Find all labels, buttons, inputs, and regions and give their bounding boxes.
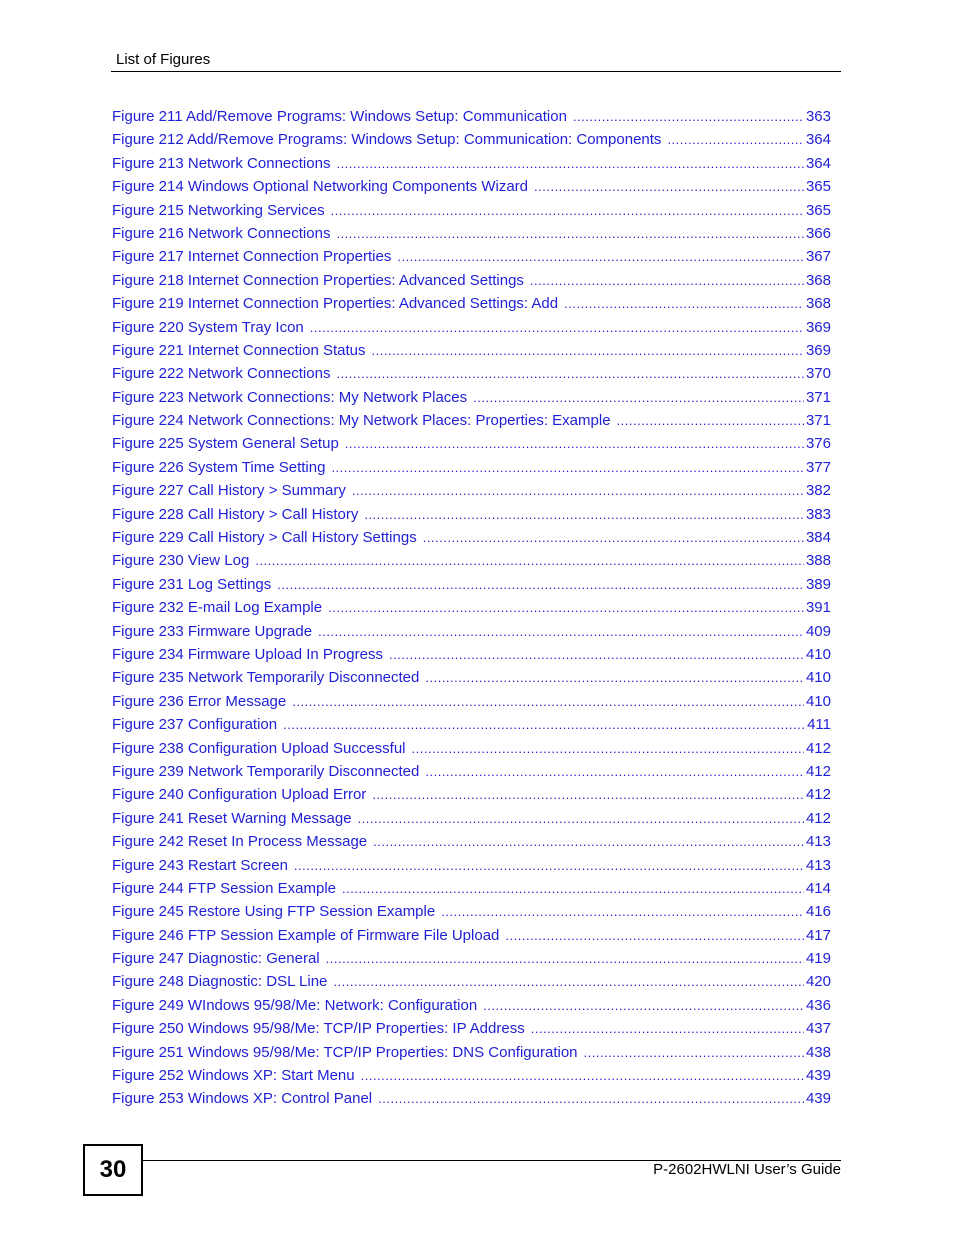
toc-dot-leader — [326, 947, 804, 970]
toc-entry-label: Figure 249 WIndows 95/98/Me: Network: Configuration — [112, 996, 478, 1014]
toc-entry-page-number: 369 — [805, 318, 831, 336]
toc-entry-label: Figure 246 FTP Session Example of Firmware File Upload — [112, 926, 500, 944]
toc-entry-page-number: 411 — [807, 716, 831, 734]
toc-dot-leader — [667, 128, 804, 151]
toc-entry-label: Figure 223 Network Connections: My Network Places — [112, 388, 468, 406]
toc-dot-leader — [373, 830, 804, 853]
toc-dot-leader — [425, 760, 804, 783]
toc-entry-page-number: 365 — [805, 178, 831, 196]
toc-dot-leader — [378, 1087, 804, 1110]
header-divider — [111, 71, 841, 72]
toc-entry[interactable] — [112, 643, 831, 666]
toc-entry-page-number: 365 — [805, 201, 831, 219]
toc-dot-leader — [412, 737, 804, 760]
toc-entry-page-number: 388 — [805, 552, 831, 570]
toc-entry[interactable] — [112, 1087, 831, 1110]
toc-dot-leader — [534, 175, 804, 198]
toc-entry-page-number: 412 — [805, 809, 831, 827]
toc-entry[interactable] — [112, 760, 831, 783]
toc-entry[interactable] — [112, 152, 831, 175]
page-number-box — [83, 1144, 143, 1196]
toc-entry-label: Figure 248 Diagnostic: DSL Line — [112, 973, 328, 991]
toc-dot-leader — [277, 573, 804, 596]
toc-entry[interactable] — [112, 737, 831, 760]
toc-dot-leader — [310, 316, 804, 339]
toc-entry[interactable] — [112, 105, 831, 128]
toc-entry-page-number: 376 — [805, 435, 831, 453]
toc-entry[interactable] — [112, 994, 831, 1017]
toc-dot-leader — [352, 479, 804, 502]
toc-dot-leader — [342, 877, 804, 900]
toc-entry[interactable] — [112, 526, 831, 549]
toc-entry-label: Figure 243 Restart Screen — [112, 856, 288, 874]
toc-entry[interactable] — [112, 503, 831, 526]
toc-entry[interactable] — [112, 245, 831, 268]
toc-entry[interactable] — [112, 175, 831, 198]
toc-dot-leader — [483, 994, 804, 1017]
toc-entry-label: Figure 231 Log Settings — [112, 575, 272, 593]
toc-entry[interactable] — [112, 269, 831, 292]
toc-entry-label: Figure 244 FTP Session Example — [112, 879, 336, 897]
toc-entry[interactable] — [112, 783, 831, 806]
toc-entry[interactable] — [112, 970, 831, 993]
toc-entry[interactable] — [112, 596, 831, 619]
toc-entry-label: Figure 224 Network Connections: My Network Places: Properties: Example — [112, 412, 611, 430]
list-of-figures — [112, 105, 831, 1111]
toc-entry-page-number: 420 — [805, 973, 831, 991]
toc-entry-label: Figure 238 Configuration Upload Successful — [112, 739, 406, 757]
toc-dot-leader — [473, 386, 804, 409]
toc-entry-page-number: 439 — [805, 1090, 831, 1108]
toc-dot-leader — [423, 526, 804, 549]
toc-entry[interactable] — [112, 1041, 831, 1064]
toc-entry-label: Figure 253 Windows XP: Control Panel — [112, 1090, 373, 1108]
toc-dot-leader — [584, 1041, 804, 1064]
toc-entry-page-number: 417 — [805, 926, 831, 944]
toc-dot-leader — [336, 152, 804, 175]
toc-entry-label: Figure 213 Network Connections — [112, 154, 331, 172]
toc-entry[interactable] — [112, 877, 831, 900]
toc-entry-page-number: 366 — [805, 224, 831, 242]
toc-entry-page-number: 410 — [805, 692, 831, 710]
toc-dot-leader — [531, 1017, 804, 1040]
toc-entry-label: Figure 232 E-mail Log Example — [112, 599, 323, 617]
toc-entry[interactable] — [112, 199, 831, 222]
toc-entry[interactable] — [112, 924, 831, 947]
toc-entry-label: Figure 212 Add/Remove Programs: Windows Setup: Communication: Components — [112, 131, 662, 149]
toc-entry-label: Figure 215 Networking Services — [112, 201, 325, 219]
toc-entry-label: Figure 217 Internet Connection Properties — [112, 248, 392, 266]
toc-entry[interactable] — [112, 362, 831, 385]
toc-dot-leader — [333, 970, 804, 993]
toc-entry-page-number: 384 — [805, 529, 831, 547]
toc-entry-label: Figure 226 System Time Setting — [112, 458, 326, 476]
toc-entry-label: Figure 247 Diagnostic: General — [112, 950, 320, 968]
toc-dot-leader — [345, 432, 804, 455]
toc-entry[interactable] — [112, 854, 831, 877]
toc-dot-leader — [617, 409, 804, 432]
toc-dot-leader — [331, 456, 804, 479]
toc-entry-page-number: 367 — [805, 248, 831, 266]
toc-entry-page-number: 437 — [805, 1020, 831, 1038]
toc-entry-page-number: 436 — [805, 996, 831, 1014]
toc-entry-page-number: 410 — [805, 645, 831, 663]
toc-entry-label: Figure 229 Call History > Call History Settings — [112, 529, 417, 547]
toc-dot-leader — [441, 900, 804, 923]
toc-entry[interactable] — [112, 573, 831, 596]
toc-entry-page-number: 413 — [805, 833, 831, 851]
toc-entry-page-number: 413 — [805, 856, 831, 874]
toc-entry-page-number: 414 — [805, 879, 831, 897]
toc-entry-label: Figure 235 Network Temporarily Disconnected — [112, 669, 420, 687]
toc-entry-page-number: 370 — [805, 365, 831, 383]
toc-dot-leader — [372, 783, 804, 806]
toc-dot-leader — [292, 690, 804, 713]
toc-entry[interactable] — [112, 807, 831, 830]
toc-dot-leader — [530, 269, 804, 292]
toc-dot-leader — [372, 339, 804, 362]
toc-entry-page-number: 364 — [805, 131, 831, 149]
toc-entry-label: Figure 241 Reset Warning Message — [112, 809, 352, 827]
toc-entry[interactable] — [112, 713, 831, 736]
toc-entry-label: Figure 228 Call History > Call History — [112, 505, 359, 523]
toc-entry-page-number: 439 — [805, 1067, 831, 1085]
toc-entry-page-number: 369 — [805, 341, 831, 359]
toc-entry[interactable] — [112, 830, 831, 853]
toc-entry[interactable] — [112, 432, 831, 455]
toc-entry-page-number: 391 — [805, 599, 831, 617]
toc-entry-label: Figure 242 Reset In Process Message — [112, 833, 368, 851]
toc-entry-page-number: 412 — [805, 786, 831, 804]
guide-title: P-2602HWLNI User’s Guide — [653, 1161, 841, 1178]
toc-entry[interactable] — [112, 292, 831, 315]
toc-entry[interactable] — [112, 128, 831, 151]
toc-entry-label: Figure 221 Internet Connection Status — [112, 341, 366, 359]
toc-entry-page-number: 364 — [805, 154, 831, 172]
toc-entry-label: Figure 240 Configuration Upload Error — [112, 786, 367, 804]
toc-entry-label: Figure 233 Firmware Upgrade — [112, 622, 313, 640]
toc-entry-page-number: 368 — [805, 295, 831, 313]
toc-entry[interactable] — [112, 1017, 831, 1040]
toc-entry[interactable] — [112, 900, 831, 923]
toc-entry-page-number: 419 — [805, 950, 831, 968]
toc-dot-leader — [294, 854, 804, 877]
toc-entry[interactable] — [112, 409, 831, 432]
toc-dot-leader — [336, 222, 804, 245]
page-number: 30 — [99, 1156, 127, 1183]
toc-entry[interactable] — [112, 947, 831, 970]
toc-entry-page-number: 416 — [805, 903, 831, 921]
toc-dot-leader — [573, 105, 804, 128]
toc-entry-label: Figure 216 Network Connections — [112, 224, 331, 242]
toc-entry-page-number: 382 — [805, 482, 831, 500]
toc-dot-leader — [358, 807, 804, 830]
toc-entry-label: Figure 211 Add/Remove Programs: Windows Setup: Communication — [112, 108, 567, 125]
toc-entry-label: Figure 239 Network Temporarily Disconnected — [112, 762, 420, 780]
toc-entry-label: Figure 220 System Tray Icon — [112, 318, 304, 336]
toc-dot-leader — [397, 245, 804, 268]
toc-dot-leader — [389, 643, 804, 666]
toc-entry-label: Figure 234 Firmware Upload In Progress — [112, 645, 383, 663]
toc-entry-page-number: 389 — [805, 575, 831, 593]
toc-entry-label: Figure 230 View Log — [112, 552, 250, 570]
toc-entry-page-number: 412 — [805, 739, 831, 757]
toc-dot-leader — [505, 924, 804, 947]
toc-dot-leader — [255, 549, 804, 572]
toc-entry-page-number: 368 — [805, 271, 831, 289]
toc-entry-label: Figure 219 Internet Connection Properties: Advanced Settings: Add — [112, 295, 559, 313]
toc-entry-page-number: 383 — [805, 505, 831, 523]
toc-entry-page-number: 410 — [805, 669, 831, 687]
toc-entry-label: Figure 251 Windows 95/98/Me: TCP/IP Properties: DNS Configuration — [112, 1043, 578, 1061]
toc-entry[interactable] — [112, 386, 831, 409]
toc-entry-page-number: 371 — [805, 388, 831, 406]
toc-entry[interactable] — [112, 549, 831, 572]
toc-entry-label: Figure 236 Error Message — [112, 692, 287, 710]
toc-entry-page-number: 377 — [805, 458, 831, 476]
toc-entry-page-number: 438 — [805, 1043, 831, 1061]
section-title: List of Figures — [116, 51, 211, 68]
toc-entry-label: Figure 250 Windows 95/98/Me: TCP/IP Properties: IP Address — [112, 1020, 525, 1038]
toc-entry-label: Figure 218 Internet Connection Properties: Advanced Settings — [112, 271, 524, 289]
toc-entry[interactable] — [112, 222, 831, 245]
toc-dot-leader — [336, 362, 804, 385]
toc-entry-label: Figure 237 Configuration — [112, 716, 278, 734]
toc-entry-page-number: 371 — [805, 412, 831, 430]
toc-dot-leader — [564, 292, 804, 315]
toc-entry-label: Figure 214 Windows Optional Networking Components Wizard — [112, 178, 529, 196]
toc-entry[interactable] — [112, 1064, 831, 1087]
toc-entry[interactable] — [112, 666, 831, 689]
toc-entry-page-number: 412 — [805, 762, 831, 780]
toc-dot-leader — [283, 713, 805, 736]
toc-dot-leader — [328, 596, 804, 619]
toc-entry[interactable] — [112, 690, 831, 713]
toc-entry[interactable] — [112, 456, 831, 479]
toc-entry-page-number: 409 — [805, 622, 831, 640]
toc-entry-label: Figure 227 Call History > Summary — [112, 482, 346, 500]
toc-entry-label: Figure 245 Restore Using FTP Session Example — [112, 903, 436, 921]
toc-entry[interactable] — [112, 620, 831, 643]
toc-dot-leader — [364, 503, 804, 526]
toc-entry-label: Figure 222 Network Connections — [112, 365, 331, 383]
toc-entry-label: Figure 225 System General Setup — [112, 435, 339, 453]
toc-entry-page-number: 363 — [805, 108, 831, 125]
toc-dot-leader — [425, 666, 804, 689]
toc-entry[interactable] — [112, 479, 831, 502]
toc-dot-leader — [318, 620, 804, 643]
toc-entry[interactable] — [112, 316, 831, 339]
toc-entry-label: Figure 252 Windows XP: Start Menu — [112, 1067, 355, 1085]
toc-dot-leader — [361, 1064, 804, 1087]
toc-entry[interactable] — [112, 339, 831, 362]
toc-dot-leader — [331, 199, 804, 222]
